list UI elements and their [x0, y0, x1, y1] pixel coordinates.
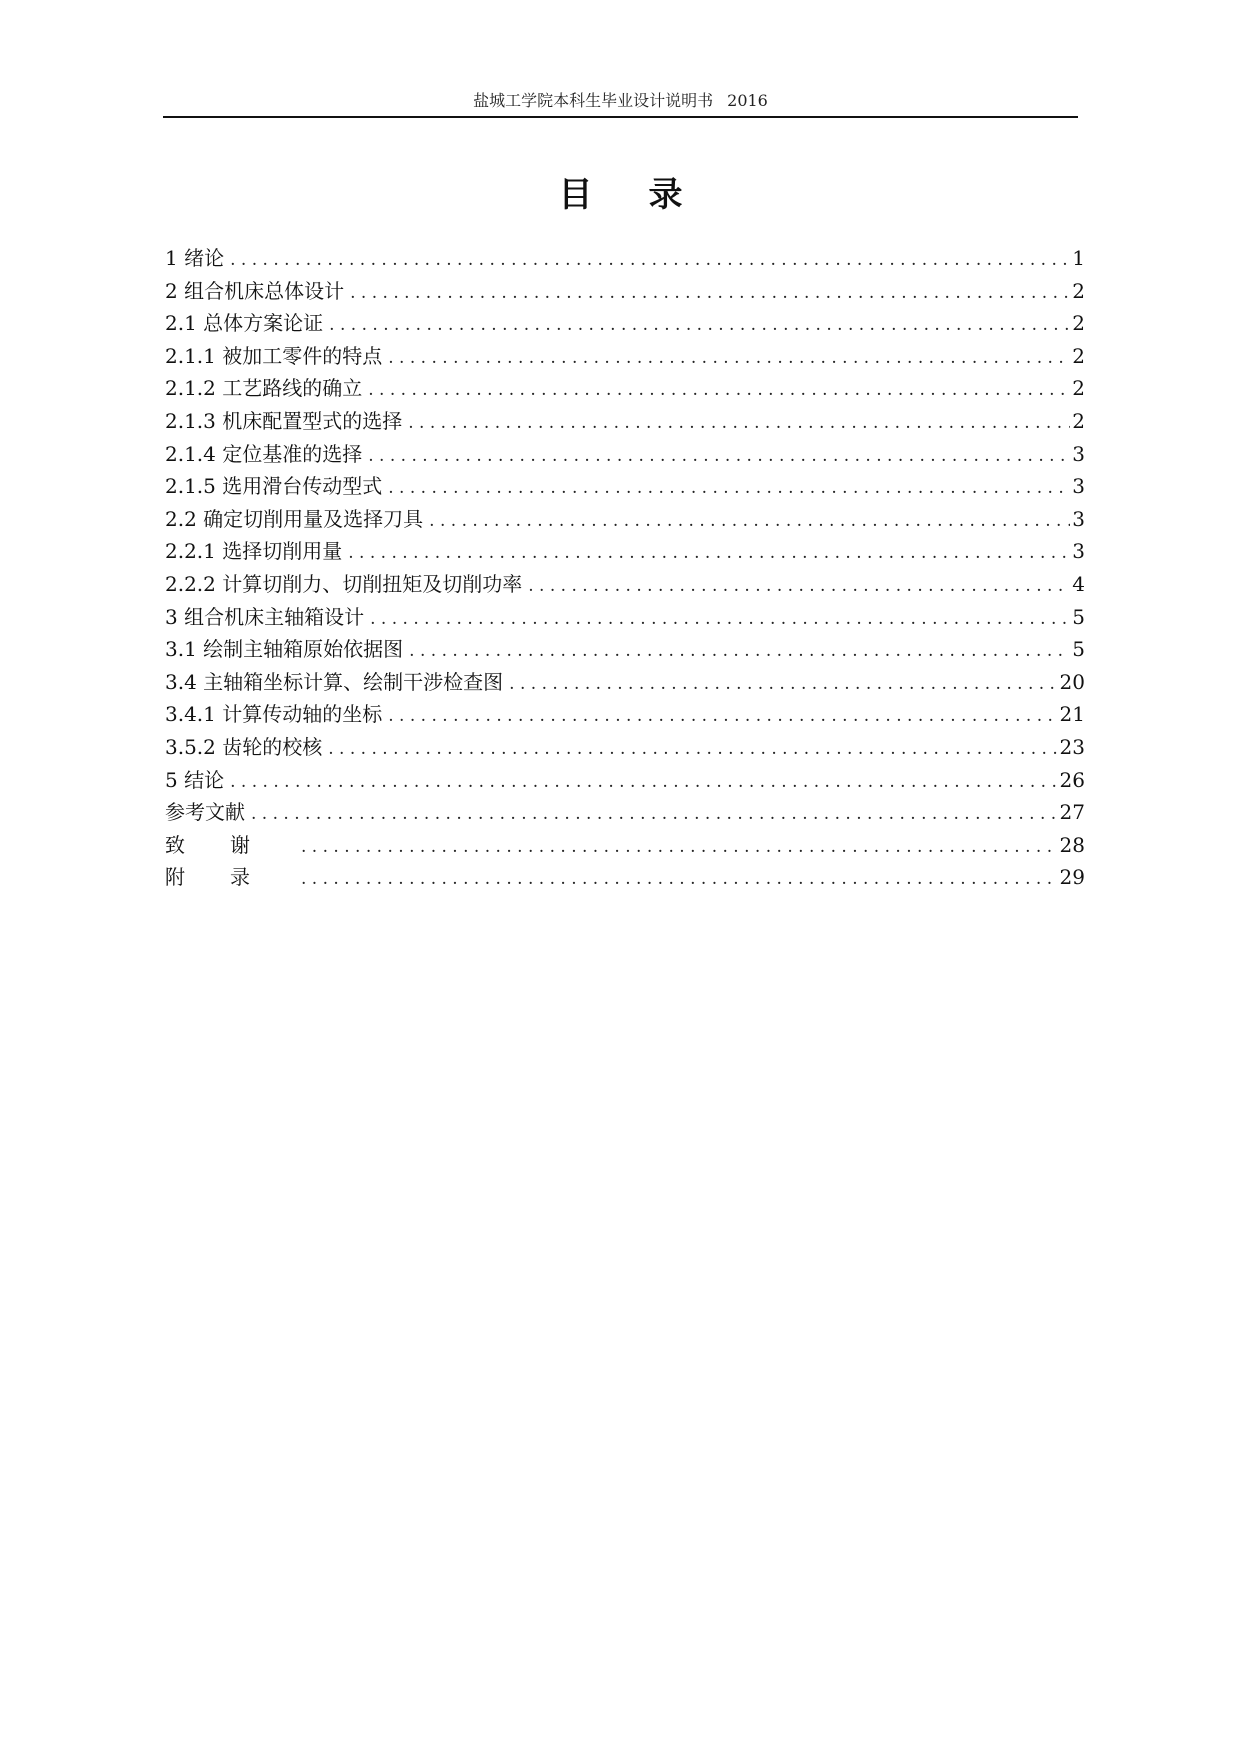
toc-entry[interactable]	[165, 438, 1085, 471]
toc-entry-label: 2.1.1 被加工零件的特点	[165, 343, 383, 368]
toc-entry-label: 参考文献	[165, 800, 245, 825]
toc-entry-page: 5	[1072, 604, 1085, 629]
toc-entry[interactable]	[165, 731, 1085, 764]
toc-entry-label: 2.2 确定切削用量及选择刀具	[165, 506, 424, 531]
toc-dot-leader	[388, 342, 1070, 374]
toc-dot-leader	[429, 505, 1070, 537]
toc-entry[interactable]	[165, 796, 1085, 829]
toc-entry-label: 3.4.1 计算传动轴的坐标	[165, 702, 383, 727]
toc-entry[interactable]	[165, 503, 1085, 536]
toc-entry-label: 2.1.2 工艺路线的确立	[165, 376, 363, 401]
toc-entry[interactable]	[165, 764, 1085, 797]
toc-entry[interactable]	[165, 535, 1085, 568]
toc-dot-leader	[509, 668, 1057, 700]
toc-entry[interactable]	[165, 698, 1085, 731]
toc-entry-label: 3.5.2 齿轮的校核	[165, 734, 323, 759]
toc-entry-page: 2	[1072, 408, 1085, 433]
toc-entry[interactable]	[165, 861, 1085, 894]
header-year: 2016	[727, 91, 768, 110]
table-of-contents	[165, 242, 1085, 894]
toc-entry-page: 3	[1072, 474, 1085, 499]
toc-dot-leader	[388, 472, 1070, 504]
toc-dot-leader	[230, 244, 1070, 276]
toc-entry-label: 2 组合机床总体设计	[165, 278, 345, 303]
toc-entry-page: 23	[1059, 734, 1085, 759]
toc-entry-label: 附录	[165, 865, 295, 890]
toc-dot-leader	[368, 440, 1070, 472]
toc-entry-page: 1	[1072, 246, 1085, 270]
toc-dot-leader	[409, 635, 1070, 667]
toc-entry-page: 28	[1059, 832, 1085, 857]
toc-dot-leader	[370, 603, 1070, 635]
toc-entry[interactable]	[165, 372, 1085, 405]
toc-entry[interactable]	[165, 829, 1085, 862]
toc-dot-leader	[348, 537, 1070, 569]
toc-dot-leader	[301, 831, 1058, 863]
header-rule	[163, 116, 1078, 118]
toc-entry-page: 20	[1059, 669, 1085, 694]
toc-dot-leader	[329, 309, 1070, 341]
toc-entry-page: 27	[1059, 800, 1085, 825]
toc-entry[interactable]	[165, 340, 1085, 373]
toc-entry[interactable]	[165, 568, 1085, 601]
toc-entry[interactable]	[165, 307, 1085, 340]
toc-dot-leader	[328, 733, 1057, 765]
toc-entry-label: 2.1.5 选用滑台传动型式	[165, 474, 383, 499]
toc-entry-page: 5	[1072, 637, 1085, 662]
page-header	[163, 86, 1078, 116]
toc-entry[interactable]	[165, 405, 1085, 438]
toc-entry-page: 29	[1059, 865, 1085, 890]
toc-dot-leader	[408, 407, 1070, 439]
toc-entry[interactable]	[165, 275, 1085, 308]
header-title: 盐城工学院本科生毕业设计说明书	[473, 91, 714, 110]
toc-entry[interactable]	[165, 470, 1085, 503]
toc-entry-page: 21	[1059, 702, 1085, 727]
toc-entry-page: 3	[1072, 441, 1085, 466]
toc-dot-leader	[301, 863, 1058, 895]
toc-dot-leader	[388, 700, 1057, 732]
toc-dot-leader	[230, 766, 1057, 798]
toc-dot-leader	[528, 570, 1070, 602]
toc-entry-page: 4	[1072, 571, 1085, 596]
toc-title: 目录	[558, 175, 739, 215]
toc-entry-label: 2.2.2 计算切削力、切削扭矩及切削功率	[165, 571, 523, 596]
toc-entry-label: 3 组合机床主轴箱设计	[165, 604, 365, 629]
toc-entry-label: 2.1 总体方案论证	[165, 311, 324, 336]
toc-entry-label: 3.4 主轴箱坐标计算、绘制干涉检查图	[165, 669, 504, 694]
toc-entry-page: 2	[1072, 343, 1085, 368]
toc-entry-page: 2	[1072, 278, 1085, 303]
toc-entry-page: 2	[1072, 376, 1085, 401]
toc-dot-leader	[251, 798, 1058, 830]
toc-entry-label: 2.1.3 机床配置型式的选择	[165, 408, 403, 433]
toc-entry[interactable]	[165, 601, 1085, 634]
toc-dot-leader	[350, 277, 1070, 309]
toc-entry-label: 2.2.1 选择切削用量	[165, 539, 343, 564]
toc-entry-label: 2.1.4 定位基准的选择	[165, 441, 363, 466]
toc-entry-page: 26	[1059, 767, 1085, 792]
toc-entry-label: 3.1 绘制主轴箱原始依据图	[165, 637, 404, 662]
toc-entry-label: 5 结论	[165, 767, 225, 792]
toc-dot-leader	[368, 374, 1070, 406]
toc-entry[interactable]	[165, 242, 1085, 275]
toc-entry-page: 3	[1072, 506, 1085, 531]
toc-entry-page: 3	[1072, 539, 1085, 564]
toc-entry[interactable]	[165, 666, 1085, 699]
toc-entry-label: 致谢	[165, 832, 295, 857]
toc-entry-page: 2	[1072, 311, 1085, 336]
toc-entry[interactable]	[165, 633, 1085, 666]
toc-entry-label: 1 绪论	[165, 246, 225, 270]
